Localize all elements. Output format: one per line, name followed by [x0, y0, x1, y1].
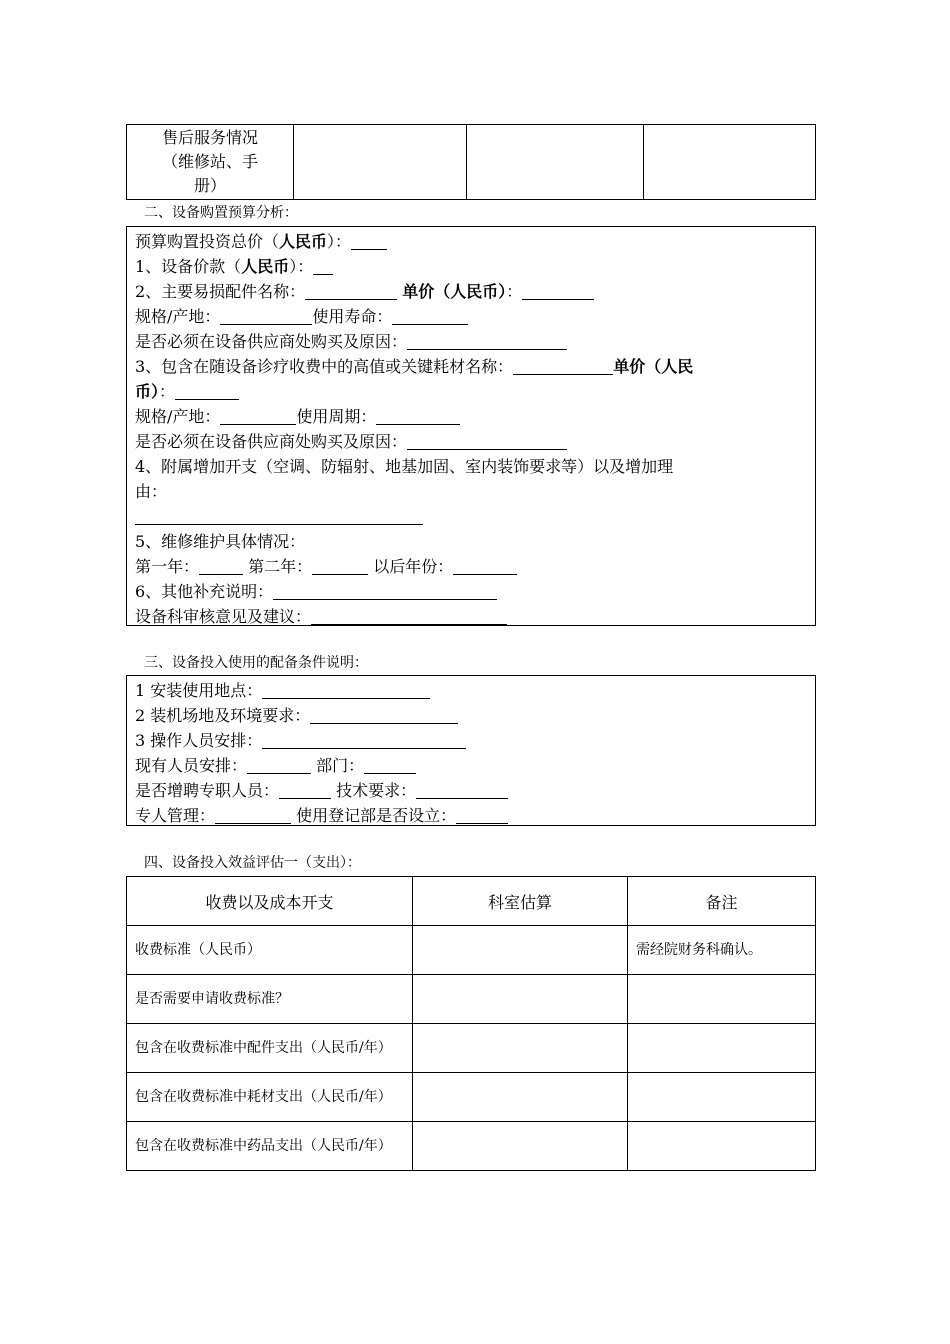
table-row [127, 1122, 816, 1171]
spec-origin-field-2[interactable] [220, 407, 296, 425]
after-sales-label-line2: （维修站、手 [161, 152, 258, 171]
spec-origin-line: 规格/产地： 使用寿命： [135, 304, 807, 329]
review-opinion-field[interactable] [311, 607, 507, 625]
conditions-box [126, 675, 816, 826]
install-location-field[interactable] [262, 681, 430, 699]
budget-analysis-box [126, 226, 816, 626]
row-label: 是否需要申请收费标准？ [127, 975, 413, 1024]
row-note[interactable] [628, 1122, 816, 1171]
table-row [127, 975, 816, 1024]
total-investment-field[interactable] [351, 232, 387, 250]
management-line: 专人管理： 使用登记部是否设立： [135, 803, 807, 828]
wear-parts-line: 2、主要易损配件名称： 单价（人民币）： [135, 279, 807, 304]
header-note: 备注 [628, 877, 816, 926]
after-sales-cell-3[interactable] [467, 125, 644, 200]
section2-caption: 二、设备购置预算分析： [144, 205, 298, 221]
operator-line: 3 操作人员安排： [135, 728, 807, 753]
section3-caption: 三、设备投入使用的配备条件说明： [144, 655, 368, 671]
after-sales-label-line1: 售后服务情况 [161, 128, 258, 147]
row-note[interactable] [628, 1024, 816, 1073]
after-sales-cell-4[interactable] [644, 125, 816, 200]
maintenance-line: 5、维修维护具体情况： [135, 532, 306, 551]
supplier-reason-line-2: 是否必须在设备供应商处购买及原因： [135, 429, 807, 454]
spec-origin-line-2: 规格/产地： 使用周期： [135, 404, 807, 429]
department-field[interactable] [364, 756, 416, 774]
usage-period-field[interactable] [376, 407, 460, 425]
site-requirements-field[interactable] [310, 706, 458, 724]
extra-expense-field[interactable] [135, 507, 423, 525]
management-field[interactable] [215, 806, 291, 824]
after-sales-label-cell [127, 125, 294, 200]
after-sales-table [126, 124, 816, 200]
after-sales-cell-2[interactable] [294, 125, 467, 200]
row-note[interactable] [628, 1073, 816, 1122]
site-requirements-line: 2 装机场地及环境要求： [135, 703, 807, 728]
other-notes-field[interactable] [273, 582, 497, 600]
total-investment-line: 预算购置投资总价（人民币）： [135, 229, 807, 254]
row-label: 收费标准（人民币） [127, 926, 413, 975]
operator-field[interactable] [262, 731, 466, 749]
row-label: 包含在收费标准中药品支出（人民币/年） [127, 1122, 413, 1171]
header-estimate: 科室估算 [413, 877, 628, 926]
other-notes-line: 6、其他补充说明： [135, 579, 807, 604]
service-life-field[interactable] [392, 307, 468, 325]
current-staff-line: 现有人员安排： 部门： [135, 753, 807, 778]
extra-expense-line: 4、附属增加开支（空调、防辐射、地基加固、室内装饰要求等）以及增加理 [135, 457, 674, 476]
row-estimate[interactable] [413, 926, 628, 975]
review-opinion-line: 设备科审核意见及建议： [135, 604, 807, 629]
maintenance-years-line: 第一年： 第二年： 以后年份： [135, 554, 807, 579]
install-location-line: 1 安装使用地点： [135, 678, 807, 703]
consumables-line: 3、包含在随设备诊疗收费中的高值或关键耗材名称： 单价（人民 [135, 357, 694, 376]
device-price-field[interactable] [313, 257, 333, 275]
row-estimate[interactable] [413, 1073, 628, 1122]
tech-requirements-field[interactable] [416, 781, 508, 799]
second-year-field[interactable] [312, 557, 368, 575]
row-estimate[interactable] [413, 1024, 628, 1073]
benefit-evaluation-table [126, 876, 816, 1171]
consumables-name-field[interactable] [513, 357, 613, 375]
spec-origin-field[interactable] [220, 307, 312, 325]
header-cost: 收费以及成本开支 [127, 877, 413, 926]
extra-expense-field-line [135, 504, 807, 529]
consumables-price-line: 币）： [135, 379, 807, 404]
current-staff-field[interactable] [247, 756, 311, 774]
table-row [127, 926, 816, 975]
later-years-field[interactable] [453, 557, 517, 575]
table-row [127, 1024, 816, 1073]
consumables-price-field[interactable] [175, 382, 239, 400]
table-header-row [127, 877, 816, 926]
row-estimate[interactable] [413, 975, 628, 1024]
supplier-reason-field-2[interactable] [407, 432, 567, 450]
section4-caption: 四、设备投入效益评估一（支出）： [144, 855, 361, 871]
first-year-field[interactable] [199, 557, 243, 575]
registration-field[interactable] [456, 806, 508, 824]
hire-staff-field[interactable] [279, 781, 331, 799]
row-note[interactable] [628, 975, 816, 1024]
extra-expense-reason-line: 由： [135, 482, 168, 501]
row-estimate[interactable] [413, 1122, 628, 1171]
row-label: 包含在收费标准中耗材支出（人民币/年） [127, 1073, 413, 1122]
supplier-reason-line: 是否必须在设备供应商处购买及原因： [135, 329, 807, 354]
table-row [127, 1073, 816, 1122]
after-sales-label-line3: 册） [193, 176, 226, 195]
table-row [127, 125, 816, 200]
device-price-line: 1、设备价款（人民币）： [135, 254, 807, 279]
wear-parts-name-field[interactable] [305, 282, 397, 300]
row-label: 包含在收费标准中配件支出（人民币/年） [127, 1024, 413, 1073]
wear-parts-price-field[interactable] [522, 282, 594, 300]
row-note: 需经院财务科确认。 [628, 926, 816, 975]
hire-staff-line: 是否增聘专职人员： 技术要求： [135, 778, 807, 803]
supplier-reason-field[interactable] [407, 332, 567, 350]
